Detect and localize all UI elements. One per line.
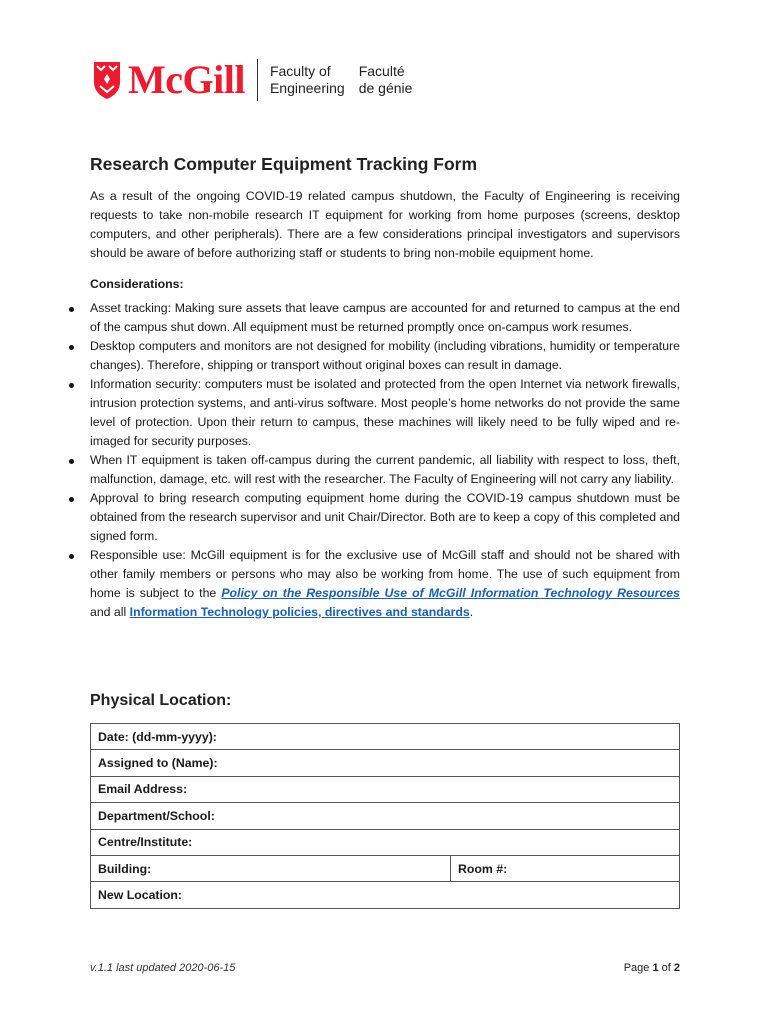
page-title: Research Computer Equipment Tracking Form xyxy=(90,154,478,174)
mcgill-crest-icon xyxy=(92,60,122,100)
new-location-field[interactable]: New Location: xyxy=(91,882,680,908)
building-field[interactable]: Building: xyxy=(91,855,451,881)
table-row xyxy=(91,829,680,855)
email-field[interactable]: Email Address: xyxy=(91,776,680,802)
room-field[interactable]: Room #: xyxy=(451,855,680,881)
consideration-text: Approval to bring research computing equipment home during the COVID-19 campus shutdown must be obtained from the research supervisor and unit Chair/Director. Both are to keep a copy of this completed and signed form. xyxy=(90,491,680,543)
page-of: of xyxy=(658,962,674,974)
consideration-text: When IT equipment is taken off-campus during the current pandemic, all liability with respect to loss, theft, malfunction, damage, etc. will rest with the researcher. The Faculty of Engineering will not carry any liability. xyxy=(90,453,680,486)
page-total: 2 xyxy=(673,962,680,974)
faculty-name-french: Faculté de génie xyxy=(358,63,413,96)
list-item xyxy=(90,546,680,622)
physical-location-form xyxy=(90,723,680,909)
table-row xyxy=(91,882,680,908)
physical-location-heading: Physical Location: xyxy=(90,692,232,709)
faculty-name-english: Faculty of Engineering xyxy=(269,63,345,96)
list-item xyxy=(90,451,680,489)
bullet-icon xyxy=(69,554,74,559)
bullet-icon xyxy=(69,459,74,464)
list-item xyxy=(90,299,680,337)
mcgill-logo-text: McGill xyxy=(128,57,245,102)
list-item xyxy=(90,337,680,375)
document-body xyxy=(90,154,680,622)
list-item xyxy=(90,489,680,546)
intro-paragraph: As a result of the ongoing COVID-19 related campus shutdown, the Faculty of Engineering is receiving requests to take non-mobile research IT equipment for working from home purposes (screens, desktop computers, and other peripherals). There are a few considerations principal investigators and supervisors should be aware of before authorizing staff or students to bring non-mobile equipment home. xyxy=(90,189,680,260)
table-row xyxy=(91,750,680,776)
date-field[interactable]: Date: (dd-mm-yyyy): xyxy=(91,724,680,750)
page-current: 1 xyxy=(652,962,659,974)
it-policies-link[interactable]: Information Technology policies, directives and standards xyxy=(129,605,470,619)
department-field[interactable]: Department/School: xyxy=(91,803,680,829)
considerations-heading: Considerations: xyxy=(90,277,184,291)
considerations-list xyxy=(90,299,680,622)
table-row xyxy=(91,776,680,802)
table-row xyxy=(91,803,680,829)
header-divider xyxy=(257,59,258,101)
list-item xyxy=(90,375,680,451)
faculty-name xyxy=(270,63,412,97)
consideration-text: Desktop computers and monitors are not designed for mobility (including vibrations, humidity or temperature changes). Therefore, shipping or transport without original boxes can result in damage. xyxy=(90,339,680,372)
table-row xyxy=(91,855,680,881)
responsible-use-text: Responsible use: McGill equipment is for the exclusive use of McGill staff and should not be shared with other family members or persons who may also be working from home. The use of such equipment from home is subject to the xyxy=(90,548,680,600)
responsible-use-text-end: . xyxy=(469,605,474,619)
bullet-icon xyxy=(69,345,74,350)
page-header xyxy=(92,58,412,102)
assigned-to-field[interactable]: Assigned to (Name): xyxy=(91,750,680,776)
page-number xyxy=(624,962,680,974)
bullet-icon xyxy=(69,497,74,502)
bullet-icon xyxy=(69,307,74,312)
consideration-text: Information security: computers must be isolated and protected from the open Internet via network firewalls, intrusion protection systems, and anti-virus software. Most people’s home networks do not provide the same level of protection. Upon their return to campus, these machines will likely need to be fully wiped and re-imaged for security purposes. xyxy=(90,377,680,448)
responsible-use-policy-link[interactable]: Policy on the Responsible Use of McGill Information Technology Resources xyxy=(221,586,680,600)
bullet-icon xyxy=(69,383,74,388)
consideration-text: Asset tracking: Making sure assets that leave campus are accounted for and returned to campus at the end of the campus shut down. All equipment must be returned promptly once on-campus work resumes. xyxy=(90,301,680,334)
table-row xyxy=(91,724,680,750)
responsible-use-text-middle: and all xyxy=(90,605,130,619)
page-prefix: Page xyxy=(623,962,653,974)
version-footer: v.1.1 last updated 2020-06-15 xyxy=(90,962,236,974)
centre-field[interactable]: Centre/Institute: xyxy=(91,829,680,855)
